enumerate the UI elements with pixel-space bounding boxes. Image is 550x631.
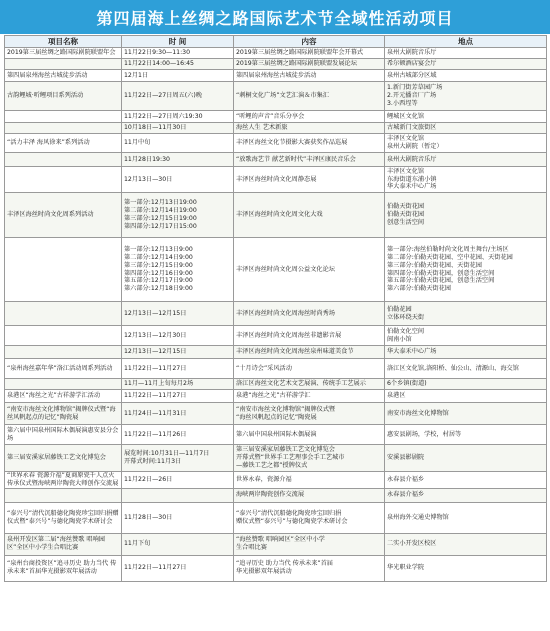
content-line: “泰兴号”清代沉船德化陶瓷珍宝回归捐 [236,509,342,517]
cell-location [385,326,547,346]
time-line: 11月—11月上旬每月2场 [124,380,194,388]
cell-time [122,403,234,425]
location-line: 永春县介福乡 [387,475,425,483]
cell-content [234,238,385,302]
cell-location [385,302,547,326]
location-line: 安溪县影剧院 [387,454,425,462]
time-line: 11月22日—26日 [124,475,173,483]
table-row [5,403,547,425]
cell-time [122,425,234,445]
location-line: 泉州古城部分区域 [387,71,437,79]
cell-location [385,445,547,472]
location-line: 泉州大剧院（暂定） [387,143,443,150]
location-line: 伯勒花园 [387,305,412,313]
time-line: 11月22日—27日周六19:30 [124,112,203,120]
time-line: 展览时间:10月31日—11月7日 [124,450,210,458]
location-line: 3.小西埕等 [387,99,418,107]
cell-location [385,238,547,302]
time-line: 11月24日—11月31日 [124,409,187,417]
content-line: 丰泽区海丝时尚文化周海丝非遗影音展 [236,331,342,339]
cell-content [234,134,385,153]
cell-time [122,123,234,134]
content-line: 丰泽区海丝时尚文化周海丝泉州味道美食节 [236,348,354,356]
location-line: 第二部分:伯勒天街花园、空中花园、天街花园 [387,253,513,261]
location-line: 伯勒文化空间 [387,327,425,335]
table-row [5,82,547,111]
location-line: 伯勒天街花园 [387,203,425,211]
cell-location [385,488,547,502]
time-line: 第二部分:12月14日9:00 [124,253,193,261]
cell-project [5,59,122,70]
cell-project: 2019第三届丝绸之路国际剧院联盟年会 [5,48,122,59]
cell-content [234,425,385,445]
cell-location [385,425,547,445]
cell-content [234,390,385,403]
table-row [5,238,547,302]
cell-project: “泉州台商投资区”追寻历史 助力当代 传承未来”首届华光摄影双年展活动 [5,555,122,581]
cell-location [385,472,547,489]
schedule-table [4,35,547,582]
content-line: “刺桐文化广场”文艺汇演＆市集汇 [236,92,330,100]
content-line: 海丝人生 艺术新旅 [236,124,288,132]
cell-time [122,111,234,123]
cell-time [122,346,234,359]
table-row [5,488,547,502]
cell-content [234,359,385,379]
cell-project: 泉州开发区第二届“海丝赞歌 唱响园区”全区中小学生合唱比赛 [5,533,122,555]
cell-project: 第六届中国泉州国际木偶展演惠安县分会场 [5,425,122,445]
table-row [5,425,547,445]
location-line: 第一部分:海丝伯勒时尚文化周主舞台/主场区 [387,245,509,253]
table-row [5,134,547,153]
cell-content [234,445,385,472]
table-row [5,302,547,326]
cell-content [234,346,385,359]
cell-project: “泰兴号”清代沉船德化陶瓷珍宝回归捐赠仪式暨“泰兴号”与德化陶瓷学术研讨会 [5,502,122,533]
table-row [5,326,547,346]
title-banner [0,0,550,34]
table-row [5,555,547,581]
cell-content [234,111,385,123]
cell-content [234,302,385,326]
location-line: 第六部分:伯勒天街花园 [387,285,451,293]
cell-location [385,153,547,167]
time-line: 10月18日—11月30日 [124,124,187,132]
cell-project [5,379,122,390]
content-line: 海峡两岸陶瓷创作交流展 [236,491,305,499]
cell-location [385,59,547,70]
cell-content [234,326,385,346]
time-line: 11月22日—11月27日 [124,564,187,572]
cell-time [122,445,234,472]
location-line: 泉州大剧院音乐厅 [387,49,437,57]
table-row [5,70,547,82]
cell-time [122,488,234,502]
content-line: “海丝赞歌 唱响园区”全区中小学 [236,536,325,544]
cell-content [234,472,385,489]
content-line: 丰泽区海丝时尚文化周公益文化论坛 [236,265,335,273]
content-line: 2019第三届丝绸之路国际剧院联盟发展论坛 [236,60,357,68]
time-line: 11月28日—30日 [124,513,173,521]
content-line: 华光摄影双年展活动 [236,568,292,576]
cell-location [385,134,547,153]
time-line: 12月13日—12月15日 [124,348,187,356]
cell-location [385,82,547,111]
time-line: 第六部分:12月18日9:00 [124,285,193,293]
time-line: 11月中旬 [124,139,151,147]
cell-content [234,48,385,59]
cell-content [234,82,385,111]
content-line: 丰泽区海丝时尚文化周海丝时尚秀场 [236,309,335,317]
location-line: 2.开元播音厂广场 [387,92,437,100]
cell-time [122,134,234,153]
table-row [5,472,547,489]
content-line: 赠仪式暨“泰兴号”与德化陶瓷学术研讨会 [236,517,348,525]
cell-content [234,488,385,502]
time-line: 第四部分:12月16日9:00 [124,269,193,277]
cell-time [122,70,234,82]
cell-project: “南安市海丝文化博物馆”揭牌仪式暨“海丝风帆起点的记忆”陶瓷展 [5,403,122,425]
cell-time [122,82,234,111]
content-line: 洛江区海丝文化艺术文艺展演、传统手工艺展示 [236,380,366,388]
content-line: 泉港“海丝之光”古祥游学汇 [236,392,311,400]
time-line: 11月22日14:00—16:45 [124,60,194,68]
table-row [5,533,547,555]
location-line: 1.新门街芳草园广场 [387,84,443,92]
cell-time [122,302,234,326]
cell-time [122,326,234,346]
cell-location [385,346,547,359]
cell-project: 第三届安溪家居藤铁工艺文化博览会 [5,445,122,472]
cell-location [385,533,547,555]
content-line: 世界永春，瓷源介福 [236,475,292,483]
cell-location [385,390,547,403]
cell-time [122,59,234,70]
time-line: 第五部分:12月17日9:00 [124,277,193,285]
content-line: 第六届中国泉州国际木偶展演 [236,430,317,438]
header-time: 时 间 [122,36,234,48]
time-line: 12月13日—30日 [124,175,173,183]
cell-content [234,153,385,167]
cell-location [385,123,547,134]
cell-time [122,238,234,302]
content-line: 生合唱比赛 [236,544,267,552]
location-line: 丰泽区文化馆 [387,135,425,143]
time-line: 12月13日—12月30日 [124,331,187,339]
location-line: 立体环绕天街 [387,313,425,321]
cell-content [234,167,385,193]
time-line: 第三部分:12月15日9:00 [124,261,193,269]
location-line: 东海街道东浦小镇 [387,175,437,183]
cell-project [5,346,122,359]
location-line: 鲤城区文化馆 [387,112,425,120]
cell-project [5,167,122,193]
location-line: 6个乡镇(街道) [387,380,427,388]
location-line: 阆南小馆 [387,335,412,343]
time-line: 11月22日9:30—11:30 [124,49,191,57]
cell-project [5,238,122,302]
cell-content [234,379,385,390]
table-row [5,193,547,238]
table-row [5,123,547,134]
cell-project [5,111,122,123]
table-row [5,167,547,193]
location-line: 伯勒天街花园 [387,211,425,219]
table-row [5,346,547,359]
table-row [5,359,547,379]
location-line: 华光职业学院 [387,564,425,572]
location-line: 泉港区 [387,392,406,400]
cell-content [234,502,385,533]
cell-location [385,359,547,379]
time-line: 第二部分:12月14日19:00 [124,207,197,215]
content-line: “追寻历史 助力当代 传承未来”首届 [236,560,333,568]
content-line: 丰泽区海丝时尚文化周静态展 [236,175,317,183]
table-row [5,379,547,390]
cell-location [385,111,547,123]
time-line: 12月1日 [124,71,149,79]
table-row [5,153,547,167]
table-row [5,48,547,59]
cell-time [122,153,234,167]
location-line: 二实小开发区校区 [387,540,437,548]
cell-content [234,533,385,555]
cell-time [122,193,234,238]
location-line: 丰泽区文化馆 [387,167,425,175]
location-line: 泉州大剧院音乐厅 [387,155,437,163]
time-line: 12月13日—12月15日 [124,309,187,317]
content-line: “听鲤的声音”音乐分享会 [236,112,305,120]
content-line: 丰泽区海丝文化节摄影大赛获奖作品巡展 [236,139,348,147]
table-row [5,111,547,123]
cell-time [122,48,234,59]
cell-location [385,48,547,59]
content-line: 开幕式暨“世界手工艺理事会手工艺城市 [236,454,345,462]
cell-location [385,502,547,533]
cell-project: “世界永春 瓷源介福”夏商原瓷千人点火传承仪式暨海峡两岸陶瓷大师创作交流展 [5,472,122,489]
cell-project [5,326,122,346]
content-line: 第四届泉州海丝古城徒步活动 [236,71,317,79]
location-line: 永春县介福乡 [387,491,425,499]
time-line: 第四部分:12月17日15:00 [124,222,197,230]
page-title: 第四届海上丝绸之路国际艺术节全域性活动项目 [96,8,454,28]
cell-time [122,533,234,555]
cell-project: 古韵鲤城·听鲤项目系列活动 [5,82,122,111]
time-line: 11月22日—11月27日 [124,364,187,372]
time-line: 开幕式时间:11月3日 [124,458,182,465]
location-line: 洛江区文化馆,洛阳桥、仙公山、清源山、海交馆 [387,364,519,372]
cell-location [385,167,547,193]
location-line: 希尔顿酒店宴会厅 [387,60,437,68]
content-line: 第三届安溪家居藤铁工艺文化博览会 [236,446,335,454]
cell-project [5,123,122,134]
time-line: 第三部分:12月15日19:00 [124,215,197,222]
cell-content [234,193,385,238]
cell-time [122,359,234,379]
cell-project [5,153,122,167]
location-line: 第五部分:伯勒天街花园，创意生活空间 [387,277,495,285]
location-line: 华大泰禾中心广场 [387,183,437,191]
time-line: 11月下旬 [124,540,151,548]
header-location: 地点 [385,36,547,48]
location-line: 泉州海外交通史博物馆 [387,513,449,521]
time-line: 第一部分:12月13日9:00 [124,245,193,253]
cell-project [5,488,122,502]
cell-location [385,555,547,581]
header-content: 内容 [234,36,385,48]
cell-content [234,555,385,581]
location-line: 南安市海丝文化博物馆 [387,409,449,417]
table-body [5,48,547,582]
cell-location [385,193,547,238]
cell-time [122,555,234,581]
cell-project: 第四届泉州海丝古城徒步活动 [5,70,122,82]
cell-content [234,123,385,134]
time-line: 11月22日—11月27日 [124,392,187,400]
location-line: 古城新门文旅街区 [387,124,437,132]
cell-project: 泉港区“海丝之光”古祥游学汇活动 [5,390,122,403]
time-line: 11月22日—11月26日 [124,430,187,438]
location-line: 惠安县剧场，学校，村居等 [387,430,462,438]
location-line: 第四部分:伯勒天街花园，创意生活空间 [387,269,495,277]
cell-time [122,502,234,533]
content-line: 2019第三届丝绸之路国际剧院联盟年会开幕式 [236,49,364,57]
cell-time [122,167,234,193]
content-line: “放歌海艺节 献艺新时代”丰泽区康民音乐会 [236,155,356,163]
cell-location [385,70,547,82]
table-row [5,445,547,472]
table-row [5,502,547,533]
cell-content [234,59,385,70]
cell-time [122,390,234,403]
cell-project: 丰泽区海丝时尚文化周系列活动 [5,193,122,238]
cell-content [234,403,385,425]
content-line: —藤铁工艺之都”授牌仪式 [236,461,308,469]
content-line: “海丝风帆起点的记忆”陶瓷展 [236,413,317,421]
location-line: 创意生活空间 [387,218,425,226]
header-row [5,36,547,48]
cell-content [234,70,385,82]
cell-project: “活力丰泽 海风徐来”系列活动 [5,134,122,153]
cell-time [122,472,234,489]
content-line: “十月诗会”采风活动 [236,364,292,372]
cell-time [122,379,234,390]
time-line: 11月22日—27日周五(六)晚 [124,92,202,100]
cell-project: “泉州海丝嘉年华”洛江活动周系列活动 [5,359,122,379]
location-line: 华大泰禾中心广场 [387,348,437,356]
time-line: 11月28日19:30 [124,155,170,163]
header-project: 项目名称 [5,36,122,48]
time-line: 第一部分:12月13日19:00 [124,199,197,207]
content-line: “南安市海丝文化博物馆”揭牌仪式暨 [236,405,336,413]
location-line: 第三部分:伯勒天街花园、天街花园 [387,261,482,269]
cell-location [385,403,547,425]
table-row [5,59,547,70]
cell-location [385,379,547,390]
table-row [5,390,547,403]
content-line: 丰泽区海丝时尚文化周文化大戏 [236,211,323,219]
cell-project [5,302,122,326]
